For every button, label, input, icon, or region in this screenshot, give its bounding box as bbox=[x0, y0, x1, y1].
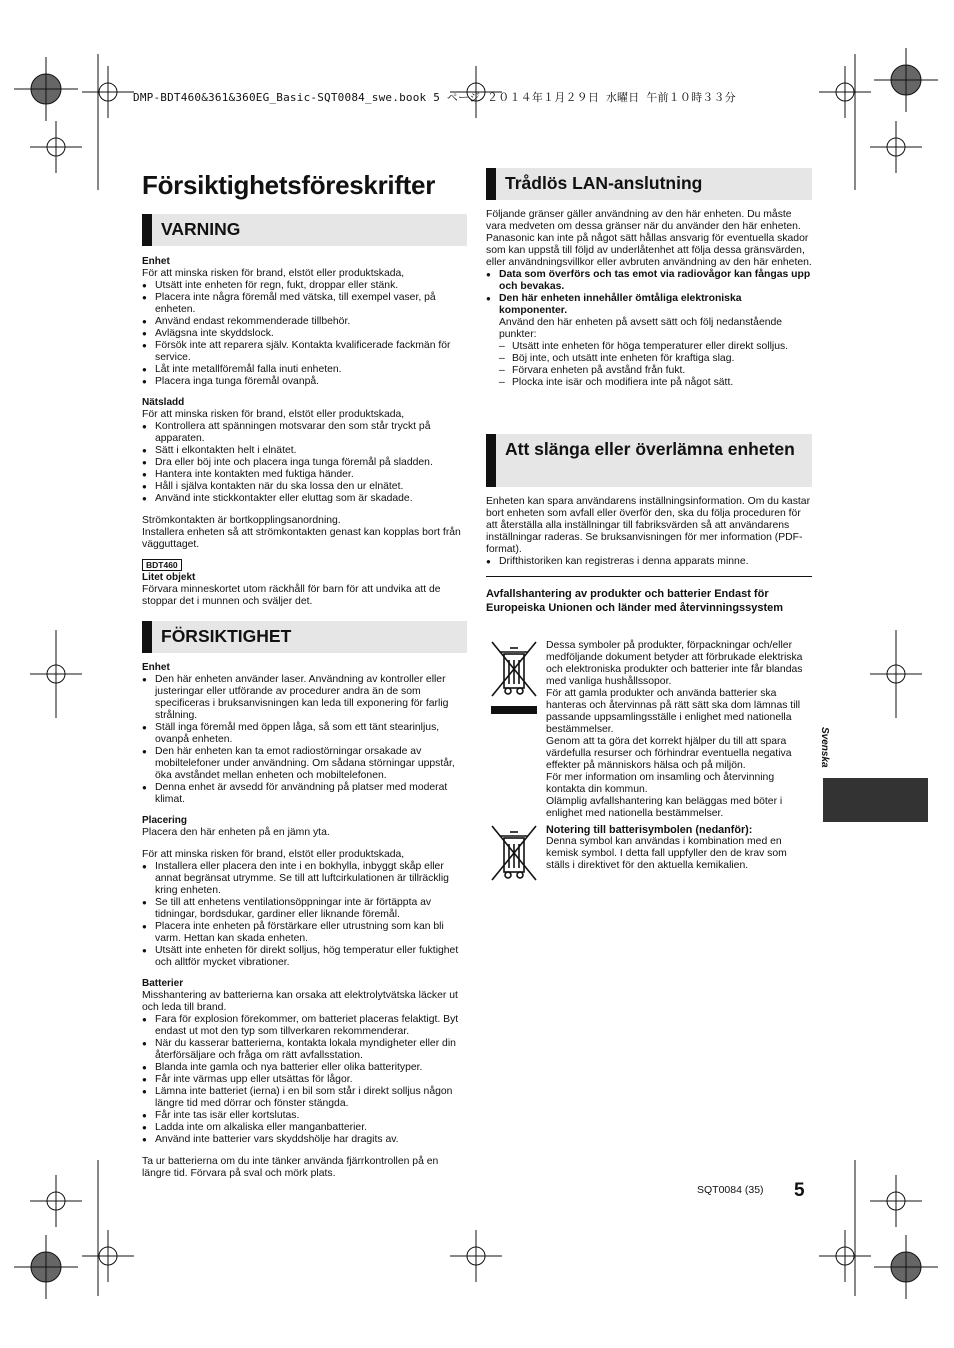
list-item: ● Se till att enhetens ventilationsöppningar inte är förtäppta av tidningar, bordsdukar, gardiner eller liknande föremål. bbox=[142, 897, 467, 921]
placering-list bbox=[142, 861, 467, 969]
list-item: ● Sätt i elkontakten helt i elnätet. bbox=[142, 445, 467, 457]
heading-bar bbox=[486, 168, 496, 200]
list-item: ● Installera eller placera den inte i en bokhylla, inbyggt skåp eller annat begränsat utrymme. Se till att luftcirkulationen är tillräcklig kring enheten. bbox=[142, 861, 467, 897]
forsiktighet-enhet-list bbox=[142, 674, 467, 806]
battery-note-text: Denna symbol kan användas i kombination med en kemisk symbol. I detta fall uppfyller den de krav som ställs i direktivet för den aktuella kemikalien. bbox=[546, 836, 787, 871]
crossed-bin-icon bbox=[488, 640, 540, 718]
list-item: ● Använd inte batterier vars skyddshölje har dragits av. bbox=[142, 1134, 467, 1146]
battery-note-heading: Notering till batterisymbolen (nedanför): bbox=[546, 824, 753, 836]
avfall-heading-block bbox=[486, 587, 786, 615]
list-item: – Böj inte, och utsätt inte enheten för kraftiga slag. bbox=[486, 353, 812, 365]
lan-heading: Trådlös LAN-anslutning bbox=[505, 173, 703, 193]
litet-objekt-text: Förvara minneskortet utom räckhåll för barn för att undvika att de stoppar det i munnen och sväljer det. bbox=[142, 584, 441, 607]
litet-objekt-label: Litet objekt bbox=[142, 572, 196, 583]
slanga-paragraph: Enheten kan spara användarens inställningsinformation. Om du kastar bort enheten som avfall eller överför den, ska du följa proceduren för att återställa alla inställningar till fabriksvärden så att användarens inställningar raderas. Se bruksanvisningen för mer information (PDF-format). bbox=[486, 496, 811, 555]
forsiktighet-heading: FÖRSIKTIGHET bbox=[161, 626, 292, 646]
section-heading-slanga bbox=[486, 434, 812, 487]
natsladd-intro: För att minska risken för brand, elstöt eller produktskada, bbox=[142, 409, 405, 420]
enhet-intro: För att minska risken för brand, elstöt eller produktskada, bbox=[142, 268, 405, 279]
enhet-label: Enhet bbox=[142, 256, 170, 267]
natsladd-list bbox=[142, 421, 467, 505]
batterier-label: Batterier bbox=[142, 978, 184, 989]
lan-bold-list bbox=[486, 269, 812, 317]
batterier-end-text: Ta ur batterierna om du inte tänker använda fjärrkontrollen på en längre tid. Förvara på sval och mörk plats. bbox=[142, 1156, 439, 1179]
list-item: ● Försök inte att reparera själv. Kontakta kvalificerade fackmän för service. bbox=[142, 340, 467, 364]
list-item: ● Hantera inte kontakten med fuktiga händer. bbox=[142, 469, 467, 481]
placering-text: Placera den här enheten på en jämn yta. bbox=[142, 827, 330, 838]
section-heading-forsiktighet bbox=[142, 621, 467, 653]
slanga-heading: Att slänga eller överlämna enheten bbox=[505, 439, 795, 459]
natsladd-label: Nätsladd bbox=[142, 397, 185, 408]
list-item: ● Placera inte några föremål med vätska, till exempel vaser, på enheten. bbox=[142, 292, 467, 316]
avfall-text bbox=[546, 640, 812, 820]
list-item: ● Ställ inga föremål med öppen låga, så som ett tänt stearinljus, ovanpå enheten. bbox=[142, 722, 467, 746]
list-item: ● Placera inga tunga föremål ovanpå. bbox=[142, 376, 467, 388]
list-item: ● Placera inte enheten på förstärkare eller utrustning som kan bli varm. Hettan kan skada enheten. bbox=[142, 921, 467, 945]
list-item: ● Blanda inte gamla och nya batterier eller olika batterityper. bbox=[142, 1062, 467, 1074]
list-item: ● När du kasserar batterierna, kontakta lokala myndigheter eller din återförsäljare och fråga om rätt avfallsstation. bbox=[142, 1038, 467, 1062]
list-item: ● Utsätt inte enheten för regn, fukt, droppar eller stänk. bbox=[142, 280, 467, 292]
enhet-label: Enhet bbox=[142, 662, 170, 673]
avfall-paragraph-4: För mer information om insamling och återvinning kontakta din kommun. bbox=[546, 772, 775, 795]
list-item: ● Drifthistoriken kan registreras i denna apparats minne. bbox=[486, 556, 812, 568]
slanga-list bbox=[486, 556, 812, 568]
list-item: ● Låt inte metallföremål falla inuti enheten. bbox=[142, 364, 467, 376]
model-badge: BDT460 bbox=[142, 559, 182, 571]
list-item: ● Den här enheten använder laser. Användning av kontroller eller justeringar eller utförande av procedurer andra än de som specificeras i bruksanvisningen kan leda till exponering för farlig strålning. bbox=[142, 674, 467, 722]
avfall-paragraph-1: Dessa symboler på produkter, förpackningar och/eller medföljande dokument betyder att förbrukade elektriska och elektroniska produkter och batterier inte får blandas med vanliga hushållssopor. bbox=[546, 640, 803, 687]
list-item: ● Använd inte stickkontakter eller eluttag som är skadade. bbox=[142, 493, 467, 505]
lan-dash-list bbox=[486, 341, 812, 389]
list-item: ● Dra eller böj inte och placera inga tunga föremål på sladden. bbox=[142, 457, 467, 469]
avfall-paragraph-3: Genom att ta göra det korrekt hjälper du till att spara värdefulla resurser och förhindrar eventuella negativa effekter på människors hälsa och på miljön. bbox=[546, 736, 792, 771]
heading-bar bbox=[486, 434, 496, 487]
list-item: ● Fara för explosion förekommer, om batteriet placeras felaktigt. Byt endast ut mot den typ som tillverkaren rekommenderar. bbox=[142, 1014, 467, 1038]
lan-paragraph-1: Följande gränser gäller användning av den här enheten. Du måste vara medveten om dessa gränser när du använder den här enheten. bbox=[486, 209, 801, 232]
language-tab-marker bbox=[823, 778, 928, 822]
list-item: ● Lämna inte batteriet (ierna) i en bil som står i direkt solljus någon längre tid med dörrar och fönster stängda. bbox=[142, 1086, 467, 1110]
lan-paragraph-3: Använd den här enheten på avsett sätt och följ nedanstående punkter: bbox=[499, 317, 783, 340]
batterier-list bbox=[142, 1014, 467, 1146]
slanga-body bbox=[486, 496, 812, 568]
placering-intro: För att minska risken för brand, elstöt eller produktskada, bbox=[142, 849, 405, 860]
strom-text-1: Strömkontakten är bortkopplingsanordning. bbox=[142, 515, 341, 526]
list-item: ● Utsätt inte enheten för direkt solljus, hög temperatur eller fuktighet och alltför mycket vibrationer. bbox=[142, 945, 467, 969]
lan-body bbox=[486, 209, 812, 389]
heading-bar bbox=[142, 214, 152, 246]
file-header-line: DMP-BDT460&361&360EG_Basic-SQT0084_swe.book 5 ページ ２０１４年１月２９日 水曜日 午前１０時３３分 bbox=[133, 91, 736, 104]
list-item: – Förvara enheten på avstånd från fukt. bbox=[486, 365, 812, 377]
strom-text-2: Installera enheten så att strömkontakten genast kan kopplas bort från vägguttaget. bbox=[142, 527, 461, 550]
list-item: – Utsätt inte enheten för höga temperaturer eller direkt solljus. bbox=[486, 341, 812, 353]
forsiktighet-body bbox=[142, 662, 467, 1180]
list-item: ● Ladda inte om alkaliska eller manganbatterier. bbox=[142, 1122, 467, 1134]
enhet-list bbox=[142, 280, 467, 388]
list-item: – Plocka inte isär och modifiera inte på något sätt. bbox=[486, 377, 812, 389]
list-item: ● Den här enheten kan ta emot radiostörningar orsakade av mobiltelefoner under användning. Om sådana störningar uppstår, öka avståndet mellan enheten och mobiltelefonen. bbox=[142, 746, 467, 782]
list-item: ● Använd endast rekommenderade tillbehör. bbox=[142, 316, 467, 328]
section-heading-lan bbox=[486, 168, 812, 200]
battery-note bbox=[546, 824, 812, 872]
list-item: ● Den här enheten innehåller ömtåliga elektroniska komponenter. bbox=[486, 293, 812, 317]
section-divider bbox=[486, 576, 812, 577]
list-item: ● Kontrollera att spänningen motsvarar den som står tryckt på apparaten. bbox=[142, 421, 467, 445]
list-item: ● Denna enhet är avsedd för användning på platser med moderat klimat. bbox=[142, 782, 467, 806]
avfall-heading: Avfallshantering av produkter och batterier Endast för Europeiska Unionen och länder med återvinningssystem bbox=[486, 588, 784, 614]
varning-body bbox=[142, 256, 467, 608]
language-side-label: Svenska bbox=[819, 727, 830, 768]
section-heading-varning bbox=[142, 214, 467, 246]
varning-heading: VARNING bbox=[161, 219, 241, 239]
batterier-intro: Misshantering av batterierna kan orsaka att elektrolytvätska läcker ut och leda till brand. bbox=[142, 990, 458, 1013]
lan-paragraph-2: Panasonic kan inte på något sätt hållas ansvarig för eventuella skador som kan uppstå till följd av underlåtenhet att följa dessa gränsvärden, eller användningsvillkor eller avbruten användning av den här enheten. bbox=[486, 233, 812, 268]
list-item: ● Håll i själva kontakten när du ska lossa den ur elnätet. bbox=[142, 481, 467, 493]
list-item: ● Får inte tas isär eller kortslutas. bbox=[142, 1110, 467, 1122]
footer-code: SQT0084 (35) bbox=[697, 1184, 764, 1196]
page-number: 5 bbox=[794, 1180, 805, 1201]
list-item: ● Får inte värmas upp eller utsättas för lågor. bbox=[142, 1074, 467, 1086]
battery-bin-icon bbox=[488, 824, 540, 882]
placering-label: Placering bbox=[142, 815, 188, 826]
heading-bar bbox=[142, 621, 152, 653]
list-item: ● Data som överförs och tas emot via radiovågor kan fångas upp och bevakas. bbox=[486, 269, 812, 293]
avfall-paragraph-5: Olämplig avfallshantering kan beläggas med böter i enlighet med nationella bestämmelser. bbox=[546, 796, 783, 819]
page-title: Försiktighetsföreskrifter bbox=[142, 170, 436, 200]
list-item: ● Avlägsna inte skyddslock. bbox=[142, 328, 467, 340]
avfall-paragraph-2: För att gamla produkter och använda batterier ska hanteras och återvinnas på rätt sätt ska dom lämnas till passande uppsamlingsställe i enlighet med nationella bestämmelser. bbox=[546, 688, 801, 735]
